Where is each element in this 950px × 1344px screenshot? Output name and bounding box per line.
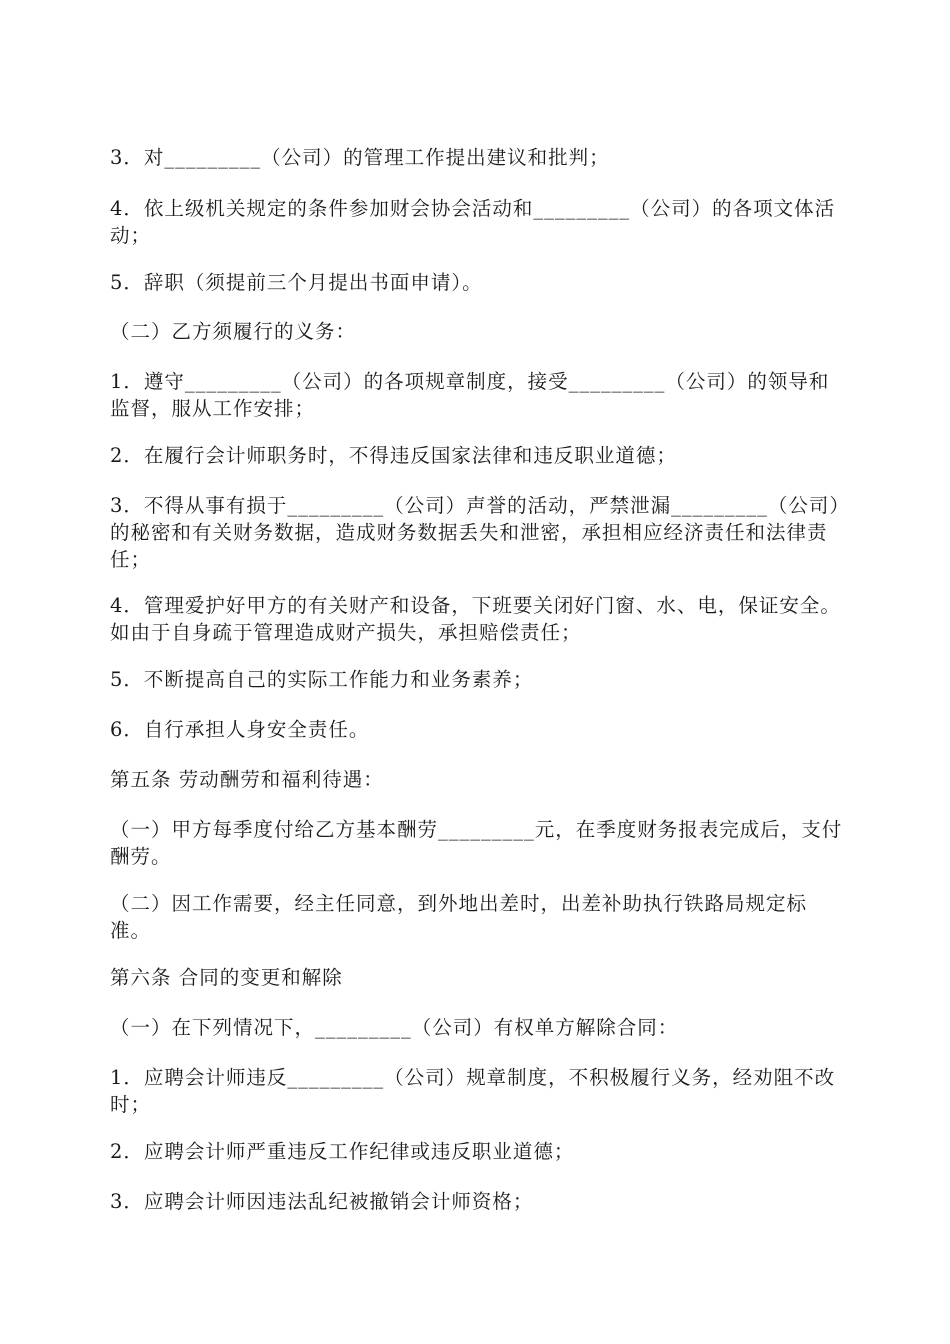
paragraph-pay-2: （二）因工作需要，经主任同意，到外地出差时，出差补助执行铁路局规定标准。 [110,892,808,942]
paragraph-termination-heading: （一）在下列情况下，_________（公司）有权单方解除合同： [110,1016,679,1039]
article-5-heading: 第五条 劳动酬劳和福利待遇： [110,768,384,791]
paragraph-pay-1: （一）甲方每季度付给乙方基本酬劳_________元，在季度财务报表完成后，支付酬劳。 [110,818,843,868]
paragraph-obligations-3: 3．不得从事有损于_________（公司）声誉的活动，严禁泄漏_________（公司）的秘密和有关财务数据，造成财务数据丢失和泄密，承担相应经济责任和法律责任； [110,494,841,571]
paragraph-obligations-1: 1．遵守_________（公司）的各项规章制度，接受_________（公司）的领导和监督，服从工作安排； [110,370,830,420]
paragraph-termination-3: 3．应聘会计师因违法乱纪被撤销会计师资格； [110,1190,534,1213]
paragraph-obligations-5: 5．不断提高自己的实际工作能力和业务素养； [110,668,534,691]
paragraph-obligations-heading: （二）乙方须履行的义务： [110,320,357,343]
article-6-heading: 第六条 合同的变更和解除 [110,966,343,989]
paragraph-rights-5: 5．辞职（须提前三个月提出书面申请）。 [110,271,483,294]
paragraph-obligations-4: 4．管理爱护好甲方的有关财产和设备，下班要关闭好门窗、水、电，保证安全。如由于自身疏于管理造成财产损失，承担赔偿责任； [110,594,841,644]
paragraph-obligations-6: 6．自行承担人身安全责任。 [110,718,370,741]
paragraph-rights-4: 4．依上级机关规定的条件参加财会协会活动和_________（公司）的各项文体活动； [110,197,836,247]
paragraph-termination-1: 1．应聘会计师违反_________（公司）规章制度，不积极履行义务，经劝阻不改时； [110,1066,836,1116]
paragraph-termination-2: 2．应聘会计师严重违反工作纪律或违反职业道德； [110,1140,575,1163]
paragraph-rights-3: 3．对_________（公司）的管理工作提出建议和批判； [110,146,610,169]
paragraph-obligations-2: 2．在履行会计师职务时，不得违反国家法律和违反职业道德； [110,444,677,467]
